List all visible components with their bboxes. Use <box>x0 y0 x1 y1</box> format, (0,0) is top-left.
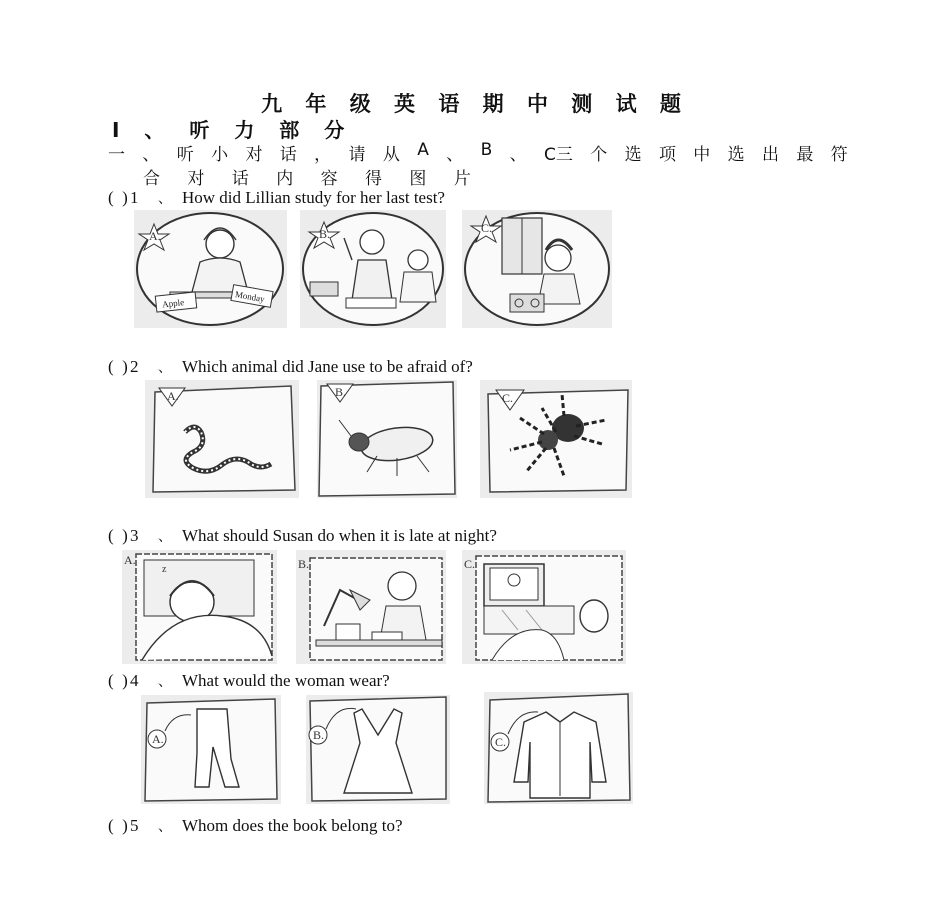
television-icon[interactable] <box>462 550 626 664</box>
svg-text:A.: A. <box>124 553 136 567</box>
svg-text:Apple: Apple <box>161 297 185 310</box>
svg-text:B.: B. <box>298 557 310 571</box>
svg-text:B.: B. <box>335 385 347 399</box>
girl-studying-at-desk-icon[interactable] <box>296 550 446 664</box>
question-text: What should Susan do when it is late at night? <box>182 526 497 545</box>
question-text: What would the woman wear? <box>182 671 390 690</box>
instruction-line-2: 合 对 话 内 容 得 图 片 <box>143 169 482 189</box>
instruction-line-1: 一 、 听 小 对 话 ， 请 从 A 、 B 、 C三 个 选 项 中 选 出 最 符 <box>108 140 848 165</box>
teacher-with-student-icon[interactable] <box>300 210 446 328</box>
question-4: ( ) 4 、 What would the woman wear? <box>108 671 390 690</box>
question-3: ( ) 3 、 What should Susan do when it is late at night? <box>108 526 497 545</box>
girl-with-flashcards-icon[interactable] <box>134 210 287 328</box>
spider-icon[interactable] <box>480 380 632 498</box>
svg-text:B.: B. <box>313 728 325 742</box>
girl-with-tape-recorder-icon[interactable] <box>462 210 612 328</box>
question-text: How did Lillian study for her last test? <box>182 188 445 207</box>
svg-text:z: z <box>162 564 167 575</box>
question-1: ( ) 1 、 How did Lillian study for her last test? <box>108 188 445 207</box>
svg-text:C.: C. <box>502 391 514 405</box>
svg-text:C.: C. <box>481 221 493 235</box>
svg-text:A.: A. <box>152 732 164 746</box>
section-heading: Ⅰ 、 听 力 部 分 <box>112 118 354 142</box>
question-text: Which animal did Jane use to be afraid of? <box>182 357 473 376</box>
beetle-icon[interactable] <box>317 380 457 498</box>
dress-icon[interactable] <box>306 695 450 804</box>
svg-text:A.: A. <box>149 229 161 243</box>
girl-sleeping-icon[interactable] <box>122 550 277 664</box>
jacket-icon[interactable] <box>484 692 633 804</box>
svg-text:Monday: Monday <box>234 289 266 305</box>
svg-text:C.: C. <box>464 557 476 571</box>
snake-icon[interactable] <box>145 380 299 498</box>
svg-text:B.: B. <box>319 227 331 241</box>
question-2: ( ) 2 、 Which animal did Jane use to be afraid of? <box>108 357 473 376</box>
page-title: 九 年 级 英 语 期 中 测 试 题 <box>261 92 689 116</box>
question-5: ( ) 5 、 Whom does the book belong to? <box>108 816 403 835</box>
svg-text:C.: C. <box>495 735 507 749</box>
svg-text:A.: A. <box>167 389 179 403</box>
question-text: Whom does the book belong to? <box>182 816 403 835</box>
pants-icon[interactable] <box>141 695 281 804</box>
